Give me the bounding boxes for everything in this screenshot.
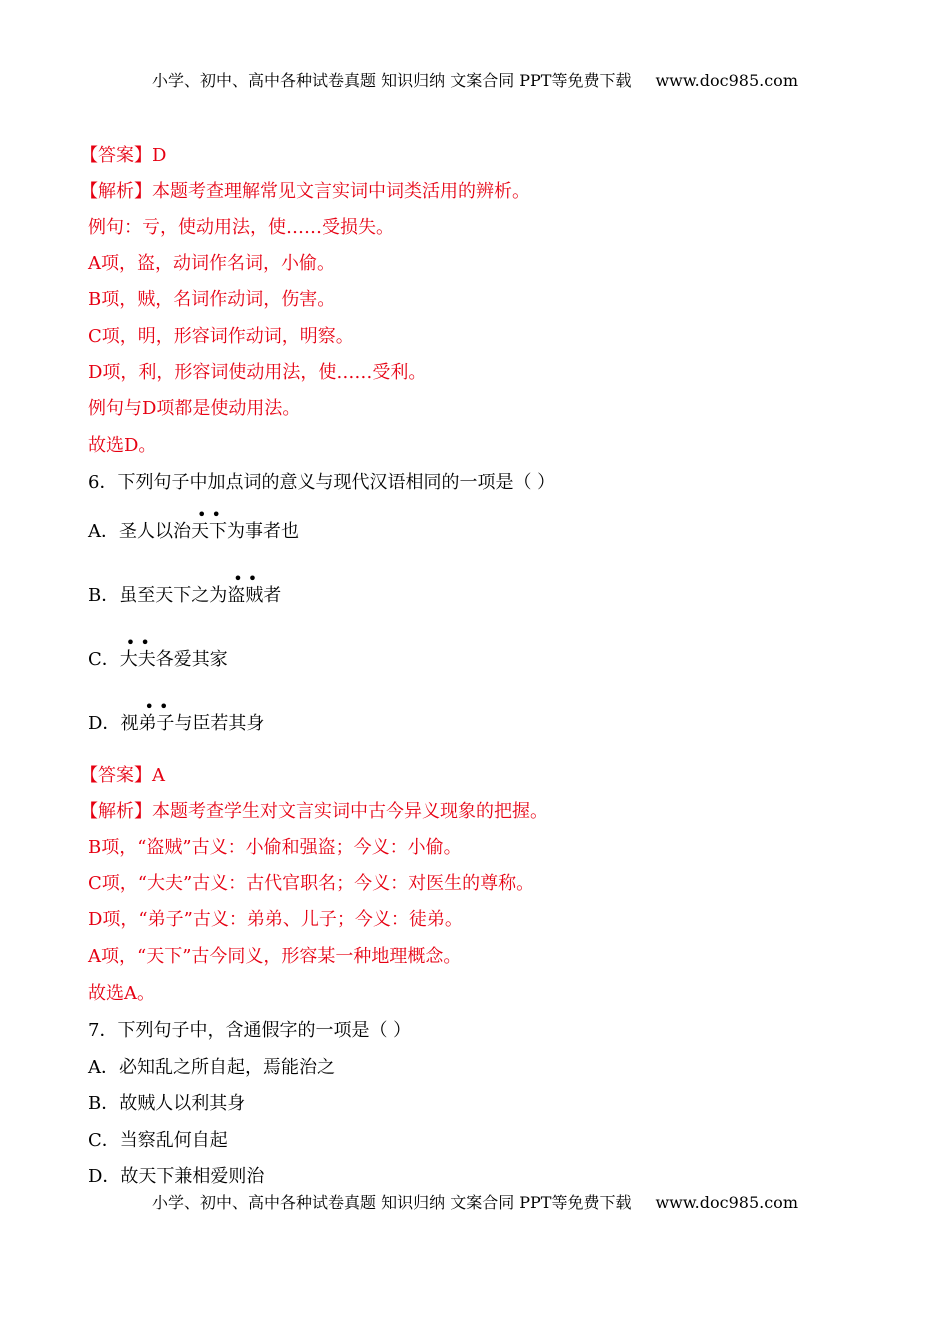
dotted-word [119, 633, 156, 672]
q6-analysis-line: C项，“大夫”古义：古代官职名；今义：对医生的尊称。 [88, 873, 535, 894]
option-text: 者 [263, 585, 282, 606]
footer-text: 小学、初中、高中各种试卷真题 知识归纳 文案合同 PPT等免费下载 [152, 1193, 632, 1212]
q7-option-a: A．必知乱之所自起，焉能治之 [88, 1057, 335, 1078]
q5-analysis-line: 例句：亏，使动用法，使……受损失。 [88, 217, 394, 238]
emphasis-dots: • • [144, 697, 169, 716]
q6-analysis-line: B项，“盗贼”古义：小偷和强盗；今义：小偷。 [88, 837, 462, 858]
q7-option-c: C．当察乱何自起 [88, 1130, 228, 1151]
option-text: 各爱其家 [155, 649, 228, 670]
q5-analysis [80, 180, 530, 204]
q6-analysis-line: A项，“天下”古今同义，形容某一种地理概念。 [88, 946, 462, 967]
marked-word: 弟子 [138, 713, 175, 734]
q7-option-d: D．故天下兼相爱则治 [88, 1166, 265, 1187]
q6-question: 6．下列句子中加点词的意义与现代汉语相同的一项是（ ） [88, 472, 556, 493]
option-label: D． [88, 713, 121, 734]
q6-analysis-line: D项，“弟子”古义：弟弟、儿子；今义：徒弟。 [88, 909, 463, 930]
q6-answer: 【答案】A [80, 765, 165, 786]
footer-url: www.doc985.com [655, 1193, 798, 1212]
dotted-word [138, 697, 175, 736]
q5-analysis-line: D项，利，形容词使动用法，使……受利。 [88, 362, 427, 383]
marked-word: 盗贼 [227, 585, 264, 606]
emphasis-dots: • • [125, 633, 150, 652]
option-text: 虽至天下之为 [119, 585, 228, 606]
q5-analysis-text: 本题考查理解常见文言实词中词类活用的辨析。 [152, 181, 530, 202]
option-label: C． [88, 649, 120, 670]
option-label: A． [88, 521, 119, 542]
q6-analysis-label: 【解析】 [80, 801, 152, 822]
q6-analysis [80, 800, 548, 824]
option-text: 为事者也 [227, 521, 299, 542]
q7-question: 7．下列句子中，含通假字的一项是（ ） [88, 1020, 412, 1041]
emphasis-dots: • • [233, 569, 258, 588]
option-text: 圣人以治 [119, 521, 191, 542]
option-text: 视 [120, 713, 139, 734]
q7-option-b: B．故贼人以利其身 [88, 1093, 246, 1114]
dotted-word [227, 569, 264, 608]
q6-analysis-line: 故选A。 [88, 983, 155, 1004]
q5-analysis-line: A项，盗，动词作名词，小偷。 [88, 253, 335, 274]
marked-word: 大夫 [119, 649, 156, 670]
q5-answer: 【答案】D [80, 145, 167, 166]
option-text: 与臣若其身 [174, 713, 265, 734]
q6-option-a [88, 505, 299, 544]
q6-analysis-text: 本题考查学生对文言实词中古今异义现象的把握。 [152, 801, 548, 822]
page-header [0, 68, 950, 91]
q5-analysis-line: B项，贼，名词作动词，伤害。 [88, 289, 336, 310]
dotted-word [191, 505, 227, 544]
q5-analysis-line: 故选D。 [88, 435, 157, 456]
option-label: B． [88, 585, 120, 606]
emphasis-dots: • • [197, 505, 221, 524]
header-url: www.doc985.com [655, 71, 798, 90]
q6-option-c [88, 633, 228, 672]
q5-analysis-label: 【解析】 [80, 181, 152, 202]
q5-analysis-line: 例句与D项都是使动用法。 [88, 398, 301, 419]
page-footer [0, 1190, 950, 1213]
marked-word: 天下 [191, 521, 227, 542]
header-text: 小学、初中、高中各种试卷真题 知识归纳 文案合同 PPT等免费下载 [152, 71, 632, 90]
q6-option-b [88, 569, 282, 608]
q6-option-d [88, 697, 265, 736]
q5-analysis-line: C项，明，形容词作动词，明察。 [88, 326, 354, 347]
